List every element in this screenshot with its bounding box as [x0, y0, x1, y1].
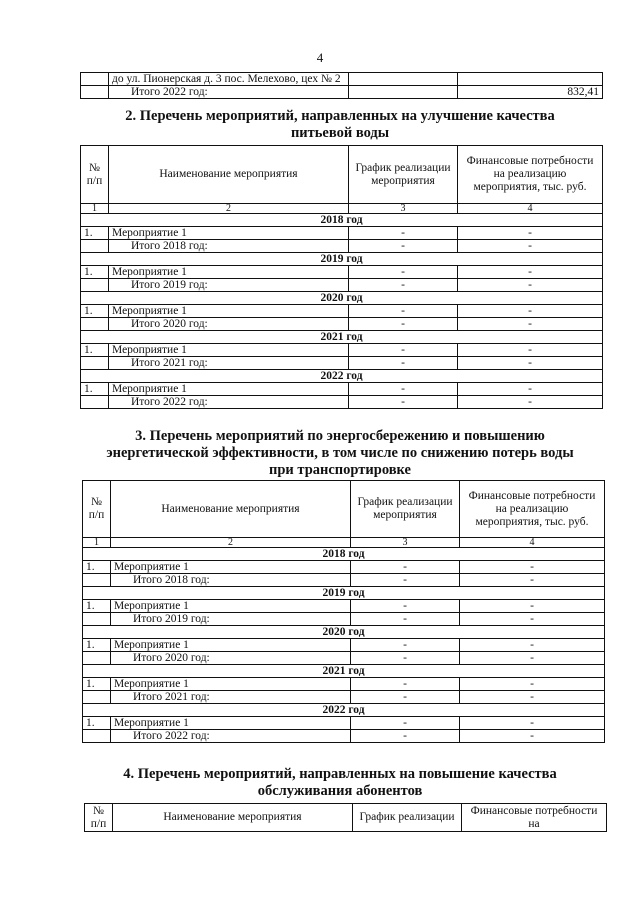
cell-finance: -	[458, 318, 603, 331]
section-2-title	[80, 108, 600, 142]
year-label: 2022 год	[81, 370, 603, 383]
section-title-line: 3. Перечень мероприятий по энергосбережению и повышению	[135, 428, 545, 444]
col-number: 4	[458, 204, 603, 214]
cell-num: 1.	[83, 678, 111, 691]
section-4-table	[84, 803, 607, 832]
table-header-row	[81, 146, 603, 204]
cell-num	[81, 86, 109, 99]
cell-finance: -	[460, 717, 605, 730]
cell-total-label: Итого 2019 год:	[111, 613, 351, 626]
cell-name: Мероприятие 1	[111, 639, 351, 652]
table-row	[81, 318, 603, 331]
header-finance: Финансовые потребности на	[462, 804, 607, 832]
cell-total-label: Итого 2022 год:	[109, 86, 349, 99]
cell-total-label: Итого 2020 год:	[111, 652, 351, 665]
cell-num	[83, 574, 111, 587]
table-row	[81, 240, 603, 253]
cell-schedule: -	[349, 396, 458, 409]
year-label: 2021 год	[83, 665, 605, 678]
table-row	[83, 678, 605, 691]
cell-schedule	[349, 86, 458, 99]
cell-schedule: -	[351, 691, 460, 704]
table-row	[81, 305, 603, 318]
table-row	[83, 652, 605, 665]
year-label: 2019 год	[83, 587, 605, 600]
cell-num: 1.	[81, 383, 109, 396]
cell-finance: -	[460, 561, 605, 574]
col-number: 2	[109, 204, 349, 214]
year-label: 2018 год	[83, 548, 605, 561]
cell-name: Мероприятие 1	[111, 678, 351, 691]
cell-finance: -	[460, 574, 605, 587]
cell-num	[81, 240, 109, 253]
cell-num: 1.	[83, 561, 111, 574]
cell-name: Мероприятие 1	[109, 305, 349, 318]
cell-total-label: Итого 2018 год:	[111, 574, 351, 587]
year-row	[83, 548, 605, 561]
header-num: № п/п	[81, 146, 109, 204]
year-row	[83, 704, 605, 717]
cell-num	[81, 396, 109, 409]
year-label: 2018 год	[81, 214, 603, 227]
cell-num	[83, 613, 111, 626]
section-title-line: энергетической эффективности, в том числе по снижению потерь воды	[106, 445, 574, 461]
header-name: Наименование мероприятия	[113, 804, 353, 832]
section-3-body	[83, 548, 605, 743]
cell-num	[83, 730, 111, 743]
cell-schedule: -	[351, 561, 460, 574]
cell-num	[81, 279, 109, 292]
table-row	[81, 357, 603, 370]
col-number: 3	[349, 204, 458, 214]
table-row	[81, 266, 603, 279]
cell-num: 1.	[83, 717, 111, 730]
cell-schedule: -	[351, 613, 460, 626]
year-row	[81, 214, 603, 227]
cell-name: Мероприятие 1	[109, 266, 349, 279]
table-row	[81, 86, 603, 99]
year-row	[81, 253, 603, 266]
year-label: 2020 год	[81, 292, 603, 305]
col-number: 2	[111, 538, 351, 548]
header-finance: Финансовые потребности на реализацию мероприятия, тыс. руб.	[458, 146, 603, 204]
cell-finance: -	[460, 691, 605, 704]
cell-finance	[458, 73, 603, 86]
cell-finance: -	[458, 240, 603, 253]
cell-schedule: -	[351, 717, 460, 730]
header-finance: Финансовые потребности на реализацию мероприятия, тыс. руб.	[460, 481, 605, 538]
cell-num: 1.	[81, 266, 109, 279]
col-number: 1	[83, 538, 111, 548]
table-row	[81, 227, 603, 240]
cell-schedule: -	[349, 266, 458, 279]
cell-name: Мероприятие 1	[111, 717, 351, 730]
cell-finance: -	[460, 613, 605, 626]
cell-num: 1.	[81, 305, 109, 318]
year-label: 2021 год	[81, 331, 603, 344]
cell-num: 1.	[81, 344, 109, 357]
table-header-row	[83, 481, 605, 538]
header-name: Наименование мероприятия	[111, 481, 351, 538]
cell-schedule: -	[349, 227, 458, 240]
cell-num: 1.	[83, 639, 111, 652]
year-label: 2020 год	[83, 626, 605, 639]
cell-finance: -	[460, 652, 605, 665]
cell-schedule: -	[351, 730, 460, 743]
section-title-line: 2. Перечень мероприятий, направленных на улучшение качества	[125, 108, 555, 124]
cell-name: Мероприятие 1	[109, 344, 349, 357]
cell-finance: -	[458, 227, 603, 240]
cell-name: Мероприятие 1	[109, 383, 349, 396]
cell-schedule: -	[351, 600, 460, 613]
table-row	[83, 574, 605, 587]
cell-total-label: Итого 2022 год:	[109, 396, 349, 409]
cell-total-label: Итого 2018 год:	[109, 240, 349, 253]
cell-num	[83, 691, 111, 704]
cell-total-label: Итого 2021 год:	[111, 691, 351, 704]
cell-finance: -	[458, 344, 603, 357]
column-numbers-row	[81, 204, 603, 214]
cell-name: Мероприятие 1	[109, 227, 349, 240]
section-title-line: 4. Перечень мероприятий, направленных на повышение качества	[123, 766, 557, 782]
cell-total-label: Итого 2021 год:	[109, 357, 349, 370]
header-num: № п/п	[83, 481, 111, 538]
section-3-table	[82, 480, 605, 743]
table-row	[83, 639, 605, 652]
section-title-line: обслуживания абонентов	[257, 783, 423, 799]
cell-schedule: -	[349, 344, 458, 357]
cell-name: до ул. Пионерская д. 3 пос. Мелехово, цех № 2	[109, 73, 349, 86]
year-row	[83, 665, 605, 678]
year-row	[81, 292, 603, 305]
cell-num: 1.	[81, 227, 109, 240]
cell-total-label: Итого 2019 год:	[109, 279, 349, 292]
continuation-table	[80, 72, 603, 99]
year-row	[81, 370, 603, 383]
table-row	[83, 717, 605, 730]
cell-schedule	[349, 73, 458, 86]
cell-schedule: -	[351, 639, 460, 652]
col-number: 3	[351, 538, 460, 548]
section-4-title	[80, 766, 600, 800]
year-label: 2022 год	[83, 704, 605, 717]
header-schedule: График реализации мероприятия	[349, 146, 458, 204]
cell-schedule: -	[349, 357, 458, 370]
cell-schedule: -	[351, 678, 460, 691]
cell-schedule: -	[349, 279, 458, 292]
cell-schedule: -	[351, 574, 460, 587]
cell-finance: -	[460, 730, 605, 743]
section-3-title	[80, 428, 600, 479]
section-title-line: при транспортировке	[269, 462, 411, 478]
cell-finance: -	[458, 305, 603, 318]
cell-total-label: Итого 2022 год:	[111, 730, 351, 743]
col-number: 1	[81, 204, 109, 214]
cell-finance: -	[458, 396, 603, 409]
cell-finance: -	[458, 279, 603, 292]
section-title-line: питьевой воды	[290, 125, 390, 141]
table-row	[83, 613, 605, 626]
cell-finance: -	[458, 357, 603, 370]
table-row	[83, 691, 605, 704]
cell-num	[81, 357, 109, 370]
cell-num	[81, 73, 109, 86]
column-numbers-row	[83, 538, 605, 548]
cell-finance: -	[460, 678, 605, 691]
cell-finance: -	[458, 383, 603, 396]
cell-num: 1.	[83, 600, 111, 613]
table-row	[81, 279, 603, 292]
header-schedule: График реализации	[353, 804, 462, 832]
table-row	[81, 344, 603, 357]
cell-name: Мероприятие 1	[111, 600, 351, 613]
cell-schedule: -	[349, 383, 458, 396]
cell-total-label: Итого 2020 год:	[109, 318, 349, 331]
table-row	[83, 730, 605, 743]
year-row	[81, 331, 603, 344]
year-row	[83, 587, 605, 600]
table-row	[81, 383, 603, 396]
cell-finance: -	[458, 266, 603, 279]
header-num: № п/п	[85, 804, 113, 832]
section-2-table	[80, 145, 603, 409]
cell-num	[83, 652, 111, 665]
table-row	[83, 600, 605, 613]
cell-finance-total: 832,41	[458, 86, 603, 99]
header-schedule: График реализации мероприятия	[351, 481, 460, 538]
cell-finance: -	[460, 600, 605, 613]
cell-schedule: -	[349, 318, 458, 331]
cell-schedule: -	[351, 652, 460, 665]
col-number: 4	[460, 538, 605, 548]
year-row	[83, 626, 605, 639]
section-2-body	[81, 214, 603, 409]
cell-schedule: -	[349, 240, 458, 253]
year-label: 2019 год	[81, 253, 603, 266]
table-row	[83, 561, 605, 574]
table-row	[81, 73, 603, 86]
table-header-row	[85, 804, 607, 832]
cell-name: Мероприятие 1	[111, 561, 351, 574]
cell-finance: -	[460, 639, 605, 652]
header-name: Наименование мероприятия	[109, 146, 349, 204]
page-number: 4	[316, 50, 324, 65]
table-row	[81, 396, 603, 409]
cell-schedule: -	[349, 305, 458, 318]
cell-num	[81, 318, 109, 331]
